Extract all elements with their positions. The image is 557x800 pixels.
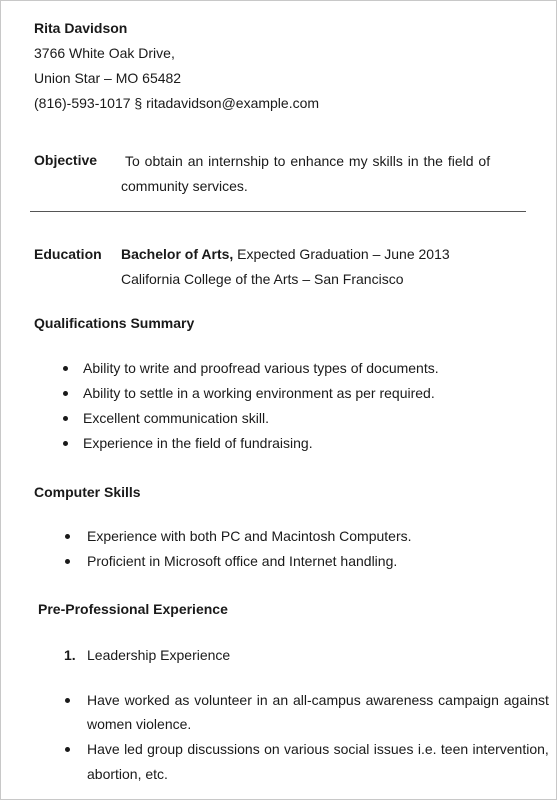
- bullet-icon: [63, 366, 68, 371]
- education-degree: Bachelor of Arts,: [121, 246, 234, 262]
- bullet-icon: [65, 747, 70, 752]
- qualification-item: Ability to write and proofread various types of documents.: [83, 360, 439, 376]
- bullet-icon: [65, 559, 70, 564]
- qualification-item: Excellent communication skill.: [83, 410, 269, 426]
- qualification-item: Experience in the field of fundraising.: [83, 435, 313, 451]
- education-school: California College of the Arts – San Francisco: [121, 271, 404, 287]
- computer-skill-item: Experience with both PC and Macintosh Computers.: [87, 528, 412, 544]
- resume-name: Rita Davidson: [34, 20, 128, 36]
- objective-heading: Objective: [34, 152, 98, 168]
- qualifications-heading: Qualifications Summary: [34, 315, 195, 331]
- experience-heading: Pre-Professional Experience: [38, 601, 228, 617]
- experience-item-line-1: Have worked as volunteer in an all-campus awareness campaign against: [87, 692, 549, 708]
- education-degree-line: [121, 246, 450, 262]
- computer-skill-item: Proficient in Microsoft office and Internet handling.: [87, 553, 398, 569]
- bullet-icon: [65, 534, 70, 539]
- bullet-icon: [63, 441, 68, 446]
- contact-line: (816)-593-1017 § ritadavidson@example.com: [34, 95, 320, 111]
- education-graduation: Expected Graduation – June 2013: [233, 246, 450, 262]
- section-divider: [30, 211, 526, 212]
- address-line-2: Union Star – MO 65482: [34, 70, 182, 86]
- bullet-icon: [63, 391, 68, 396]
- experience-item-line-1: Have led group discussions on various social issues i.e. teen intervention,: [87, 741, 549, 757]
- experience-item-line-2: abortion, etc.: [87, 766, 168, 782]
- bullet-icon: [63, 416, 68, 421]
- bullet-icon: [65, 698, 70, 703]
- experience-number: 1.: [64, 647, 76, 663]
- objective-text-line-1: To obtain an internship to enhance my skills in the field of: [125, 153, 491, 169]
- experience-title: Leadership Experience: [87, 647, 231, 663]
- computer-skills-heading: Computer Skills: [34, 484, 141, 500]
- objective-text-line-2: community services.: [121, 178, 248, 194]
- address-line-1: 3766 White Oak Drive,: [34, 45, 175, 61]
- education-heading: Education: [34, 246, 102, 262]
- qualification-item: Ability to settle in a working environment as per required.: [83, 385, 435, 401]
- experience-item-line-2: women violence.: [87, 716, 192, 732]
